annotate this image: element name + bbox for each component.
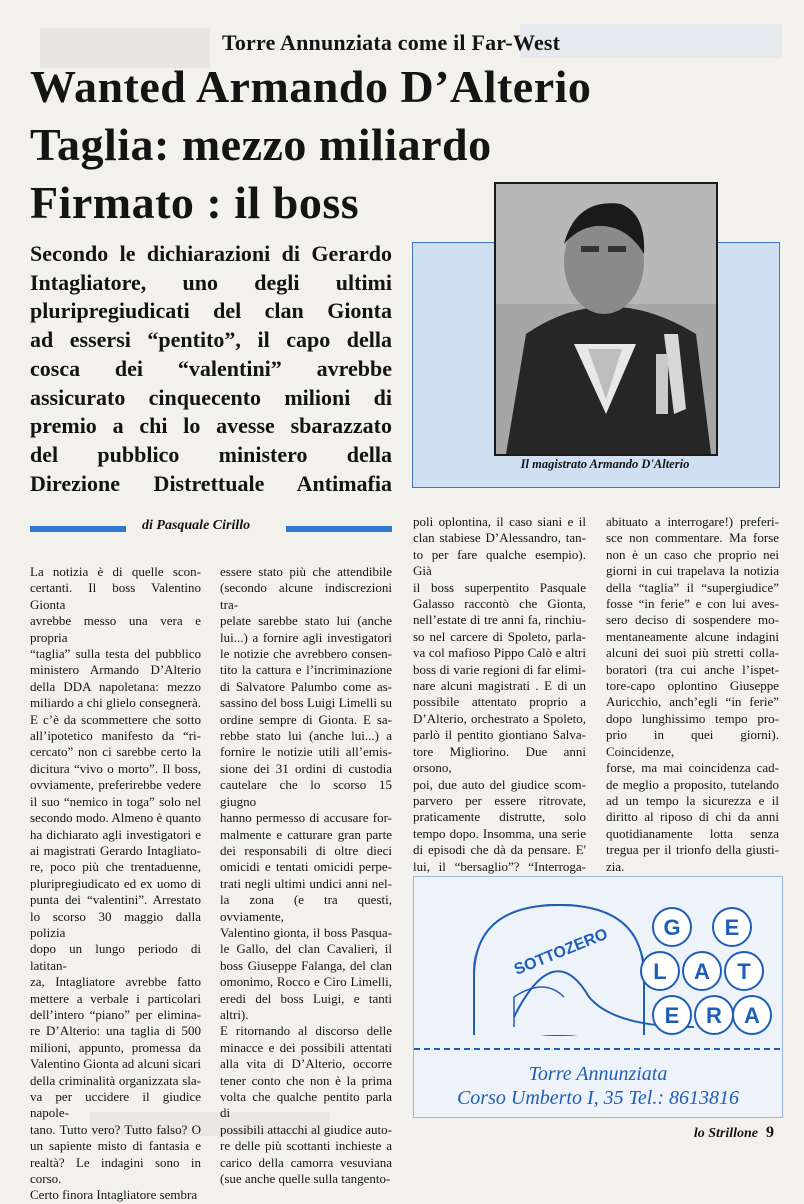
article-column-1 <box>30 564 201 1204</box>
article-column-2 <box>220 564 392 1187</box>
page-number: 9 <box>766 1124 774 1141</box>
lead-line: pluripregiudicati del clan Gionta <box>30 298 392 324</box>
headline-line-2: Taglia: mezzo miliardo <box>30 119 492 170</box>
article-line: fosse “in ferie” e con lui aves- <box>606 596 779 612</box>
article-line: poi, due auto del giudice scom- <box>413 776 586 792</box>
article-line: abituato a interrogare!) preferi- <box>606 514 779 529</box>
article-line: rebbe stato lui (anche lui...) a <box>220 728 392 744</box>
article-line: La notizia è di quelle scon- <box>30 564 201 579</box>
lead-line: Direzione Distrettuale Antimafia <box>30 470 392 496</box>
gelateria-advertisement <box>413 876 783 1118</box>
photo-caption: Il magistrato Armando D'Alterio <box>520 457 690 471</box>
article-line: Auricchio, anch’egli “in ferie” <box>606 694 779 710</box>
article-line: hanno permesso di accusare for- <box>220 810 392 826</box>
article-line: lui...) a fornire agli investigatori <box>220 629 392 645</box>
article-line: secondo modo. Almeno è quanto <box>30 810 201 826</box>
article-line: miliardo a chi glielo consegnerà. <box>30 695 201 711</box>
article-line: tempo dopo. Insomma, una serie <box>413 825 586 841</box>
article-line: ministero Armando D’Alterio <box>30 662 201 678</box>
article-line: praticamente distrutte, solo <box>413 809 586 825</box>
article-line: le Gallo, del clan Cavalieri, il <box>220 941 392 957</box>
ad-address: Corso Umberto I, 35 Tel.: 8613816 <box>456 1087 740 1109</box>
article-line: de meglio a proposito, tutelando <box>606 776 779 792</box>
article-line: D’Alterio, orchestrato a Spoleto, <box>413 710 586 726</box>
article-line: essere stato più che attendibile <box>220 564 392 579</box>
article-line: ovviamente, preferirebbe vedere <box>30 777 201 793</box>
article-line: alla vita di D’Alterio, occorre <box>220 1056 392 1072</box>
article-line: minacce e dei possibili attentati <box>220 1039 392 1055</box>
article-line: boratori (tra cui anche l’ispet- <box>606 661 779 677</box>
article-line: omonimo, Rocco e Ciro Limelli, <box>220 974 392 990</box>
portrait-image <box>496 184 716 454</box>
article-line: lui, il “bersaglio”? “Interroga- <box>413 858 586 874</box>
article-line: di Salvatore Palumbo come as- <box>220 678 392 694</box>
article-line: sce non commentare. Ma forse <box>606 530 779 546</box>
article-line: certanti. Il boss Valentino Gionta <box>30 580 201 612</box>
article-column-3 <box>413 514 586 891</box>
ad-illustration <box>414 877 782 1057</box>
lead-line: ad essersi “pentito”, il capo della <box>30 327 392 353</box>
ad-letter: L <box>653 959 667 984</box>
article-line: possibili attacchi al giudice auto- <box>220 1121 392 1137</box>
article-line: ad un tempo la sicurezza e il <box>606 792 779 808</box>
article-line: tore Migliorino. Due anni orsono, <box>413 743 586 776</box>
lead-line: premio a chi lo avesse sbarazzato <box>30 413 392 439</box>
article-line: omicidi e tentati omicidi perpe- <box>220 859 392 875</box>
byline: di Pasquale Cirillo <box>142 518 251 533</box>
article-line: re delle più scottanti inchieste a <box>220 1138 392 1154</box>
article-line: poli oplontina, il caso siani e il <box>413 514 586 529</box>
article-line: re D’Alterio: una taglia di 500 <box>30 1023 201 1039</box>
ad-letter: R <box>706 1003 722 1028</box>
ad-letter: A <box>694 959 710 984</box>
headline-line-1: Wanted Armando D’Alterio <box>30 61 592 112</box>
article-line: dei responsabili di oltre dieci <box>220 842 392 858</box>
article-line: to per fare qualche esempio). Già <box>413 546 586 579</box>
article-line: eredi del boss Luigi, e tanti altri). <box>220 990 392 1022</box>
article-line: Valentino gionta, il boss Pasqua- <box>220 924 392 940</box>
article-line: Galasso raccontò che Gionta, <box>413 596 586 612</box>
article-line: parvero per essere ritrovate, <box>413 792 586 808</box>
article-line: dicitura “vivo o morto”. Il boss, <box>30 760 201 776</box>
article-line: possibile attentato proprio a <box>413 694 586 710</box>
ad-letter: G <box>663 915 681 940</box>
article-line: diritto al riposo di chi da anni <box>606 809 779 825</box>
ad-city: Torre Annunziata <box>528 1063 668 1085</box>
article-line: di episodi che dà da pensare. E' <box>413 842 586 858</box>
article-line: il suo “nemico in toga” solo nel <box>30 793 201 809</box>
lead-line: cosca dei “valentini” avrebbe <box>30 355 392 381</box>
article-line: boss di varie regioni di far elimi- <box>413 661 586 677</box>
article-line: zia. <box>606 858 625 874</box>
lead-line: assicurato cinquecento milioni di <box>30 384 392 410</box>
ad-brand-text: SOTTOZERO <box>511 925 611 979</box>
article-line: un sapiente misto di fantasia e <box>30 1138 201 1154</box>
article-line: volta che qualche pentito parla di <box>220 1089 392 1121</box>
article-line: ordine sempre di Gionta. E sa- <box>220 711 392 727</box>
headline-line-3: Firmato : il boss <box>30 177 360 228</box>
article-line: cautelare che lo scorso 15 giugno <box>220 777 392 809</box>
article-line: all’ipotetico manifesto da “ri- <box>30 728 201 744</box>
ad-letter: A <box>744 1003 760 1028</box>
article-line: forse, ma mai coincidenza cad- <box>606 760 779 776</box>
article-line: punta dei “valentini”. Arrestato <box>30 892 201 908</box>
article-line: va per uccidere il giudice napole- <box>30 1089 201 1121</box>
article-line: va col mafioso Pippo Calò e altri <box>413 645 586 661</box>
article-column-4 <box>606 514 779 875</box>
article-line: nell’estate di tre anni fa, rinchiu- <box>413 612 586 628</box>
article-line: carico della camorra vesuviana <box>220 1154 392 1170</box>
article-line: Valentino Gionta ad alcuni sicari <box>30 1056 201 1072</box>
article-line: (sue anche quelle sulla tangento- <box>220 1171 391 1187</box>
article-line: nare alcuni magistrati . E di un <box>413 678 586 694</box>
article-line: cercato” non ci sarebbe certo la <box>30 744 201 760</box>
article-line: il boss superpentito Pasquale <box>413 579 586 595</box>
article-line: giorni in cui trapelava la notizia <box>606 563 779 579</box>
lead-line: Secondo le dichiarazioni di Gerardo <box>30 241 392 266</box>
article-line: sassino del boss Luigi Limelli su <box>220 695 392 711</box>
page-footer <box>694 1124 774 1142</box>
article-line: fornire le notizie utili all’emis- <box>220 744 392 760</box>
article-line: E ritornando al discorso delle <box>220 1023 392 1039</box>
article-line: tano. Tutto vero? Tutto falso? O <box>30 1121 201 1137</box>
article-line: trati negli ultimi undici anni nel- <box>220 875 392 891</box>
article-line: milioni, appunto, promessa da <box>30 1039 201 1055</box>
article-line: la zona (e tra questi, ovviamente, <box>220 892 392 924</box>
article-line: della DDA napoletana: mezzo <box>30 678 201 694</box>
article-line: za, Intagliatore avrebbe fatto <box>30 974 201 990</box>
article-line: tore-capo oplontino Giuseppe <box>606 678 779 694</box>
lead-line: Intagliatore, uno degli ultimi <box>30 269 392 295</box>
ad-letter: E <box>724 915 740 940</box>
article-line: avrebbe messo una vera e propria <box>30 613 201 645</box>
article-line: tito la cattura e l’incriminazione <box>220 662 392 678</box>
article-line: sero deciso di sospendere mo- <box>606 612 779 628</box>
article-line: della criminalità organizzata sla- <box>30 1072 201 1088</box>
lead-paragraph <box>30 240 392 498</box>
article-line: realtà? Le indagini sono in corso. <box>30 1154 201 1187</box>
article-line: mettere a verbale i particolari <box>30 990 201 1006</box>
ad-letter: T <box>737 959 751 984</box>
article-line: boss Giuseppe Falanga, del clan <box>220 957 392 973</box>
ad-letter-circles <box>641 908 771 1034</box>
lead-line: del pubblico ministero della <box>30 441 392 467</box>
article-line: lo scorso 30 maggio dalla polizia <box>30 908 201 940</box>
article-line: alcuni dei suoi più stretti colla- <box>606 645 779 661</box>
article-line: malmente e catturare gran parte <box>220 826 392 842</box>
byline-rule-left <box>30 526 126 532</box>
article-line: pluripregiudicato ed ex uomo di <box>30 875 201 891</box>
article-line: Certo finora Intagliatore sembra <box>30 1187 198 1203</box>
article-line: quotidianamente lotta senza <box>606 825 779 841</box>
article-line: tregua per il trionfo della giusti- <box>606 842 779 858</box>
article-line: tener conto che non è la prima <box>220 1072 392 1088</box>
article-line: dell’intero “piano” per elimina- <box>30 1006 201 1022</box>
magazine-name: lo Strillone <box>693 1126 758 1141</box>
kicker: Torre Annunziata come il Far-West <box>222 30 561 55</box>
magistrate-photo <box>494 182 718 456</box>
article-line: dopo lunghissimo tempo pro- <box>606 710 779 726</box>
article-line: so nel carcere di Spoleto, parla- <box>413 628 586 644</box>
article-line: E c’è da scommettere che sotto <box>30 711 201 727</box>
article-line: parlò il pentito giontiano Salva- <box>413 727 586 743</box>
article-line: le notizie che avrebbero consen- <box>220 646 392 662</box>
article-line: non è un caso che proprio nei <box>606 546 779 562</box>
ad-letter: E <box>664 1003 680 1028</box>
article-line: re, poco più che trentaduenne, <box>30 859 201 875</box>
article-line: sione dei 31 ordini di custodia <box>220 760 392 776</box>
article-line: della “taglia” il “supergiudice” <box>606 579 779 595</box>
article-line: “taglia” sulla testa del pubblico <box>30 646 201 662</box>
byline-rule-right <box>286 526 392 532</box>
article-line: mentaneamente alcune indagini <box>606 628 779 644</box>
article-line: ai magistrati Gerardo Intagliato- <box>30 842 201 858</box>
article-line: ha dichiarato agli investigatori e <box>30 826 201 842</box>
article-line: prio in quei giorni). Coincidenze, <box>606 727 779 759</box>
article-line: clan stabiese D’Alessandro, tan- <box>413 530 586 546</box>
article-line: dopo un lungo periodo di latitan- <box>30 941 201 973</box>
article-line: (secondo alcune indiscrezioni tra- <box>220 580 392 612</box>
article-line: pelate sarebbe stato lui (anche <box>220 613 392 629</box>
